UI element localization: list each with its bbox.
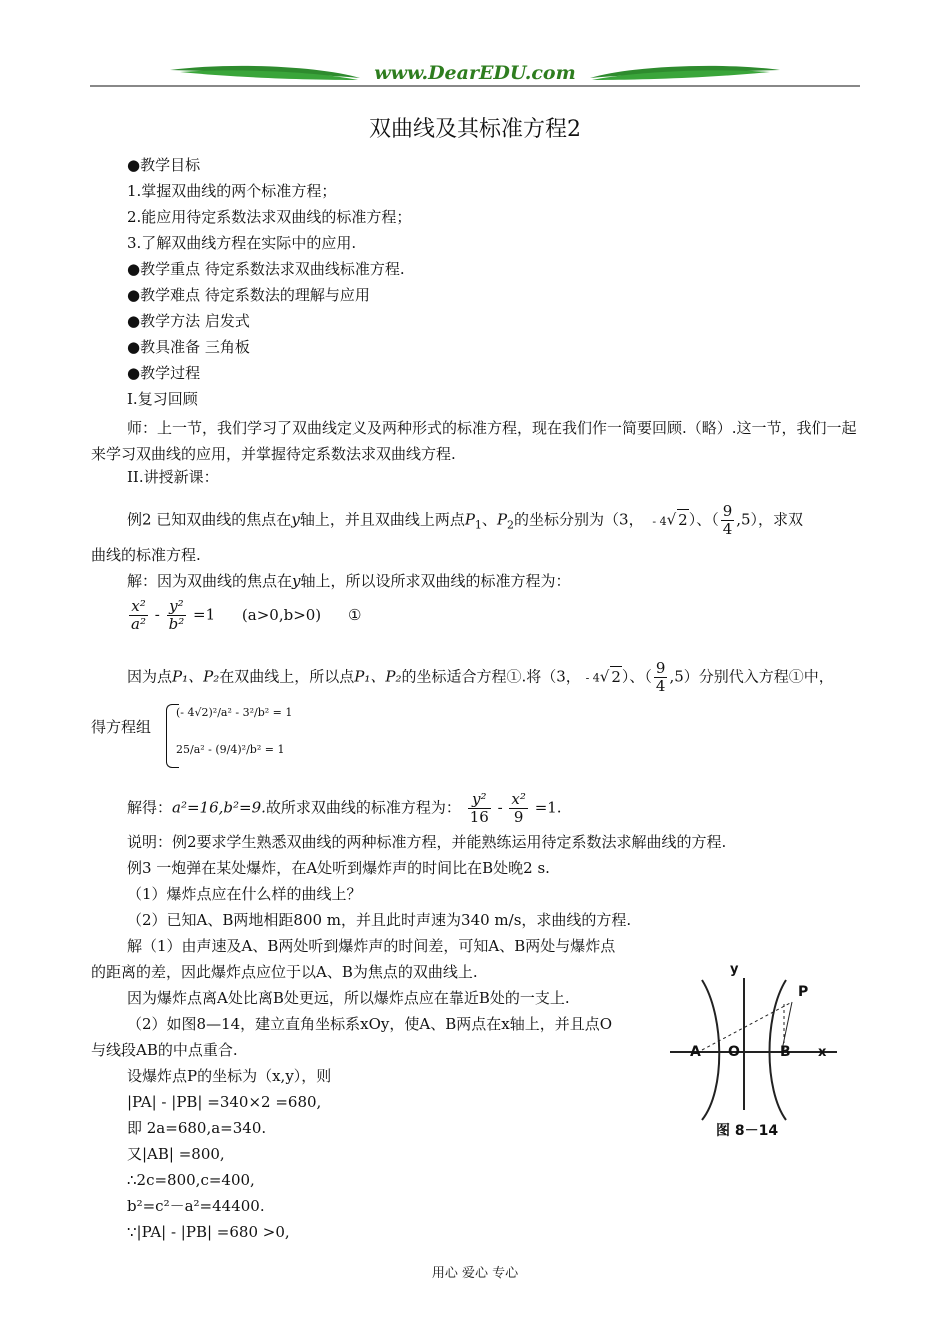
solution-intro: 解：因为双曲线的焦点在y轴上，所以设所求双曲线的标准方程为： [127,572,571,590]
figure-y-label: y [730,962,739,977]
header-logo-text: www.DearEDU.com [374,62,576,84]
equation-a: 即 2a=680,a=340. [127,1119,267,1137]
tools: ●教具准备 三角板 [127,338,250,356]
example-3-sol-1b: 的距离的差，因此爆炸点应位于以A、B为焦点的双曲线上. [91,963,478,981]
example-3-sol-1a: 解（1）由声速及A、B两处听到爆炸声的时间差，可知A、B两处与爆炸点 [127,937,616,955]
equation-pa-pb: |PA| - |PB| =340×2 =680, [127,1093,322,1111]
equation-b2: b²=c²－a²=44400. [127,1197,265,1215]
goal-1: 1.掌握双曲线的两个标准方程； [127,182,337,200]
p-coordinate: 设爆炸点P的坐标为（x,y），则 [127,1067,332,1085]
review-text: 师：上一节，我们学习了双曲线定义及两种形式的标准方程，现在我们作一简要回顾.（略）.这一节，我们一起来学习双曲线的应用，并掌握待定系数法求双曲线方程. [91,419,857,463]
figure-b-label: B [780,1044,791,1060]
example-3-sol-2a: （2）如图8—14，建立直角坐标系xOy，使A、B两点在x轴上，并且点O [127,1015,613,1033]
review-heading: I.复习回顾 [127,390,198,408]
header-banner [90,60,860,90]
goal-heading: ●教学目标 [127,156,201,174]
goal-3: 3.了解双曲线方程在实际中的应用. [127,234,357,252]
example-3-q2: （2）已知A、B两地相距800 m，并且此时声速为340 m/s，求曲线的方程. [127,911,632,929]
page-title: 双曲线及其标准方程2 [369,117,581,142]
note: 说明：例2要求学生熟悉双曲线的两种标准方程，并能熟练运用待定系数法求解曲线的方程. [127,833,727,851]
difficulty: ●教学难点 待定系数法的理解与应用 [127,286,370,304]
system-eq-1: (- 4√2)²/a² - 3²/b² = 1 [176,706,293,719]
method: ●教学方法 启发式 [127,312,250,330]
figure-p-label: P [798,984,809,1000]
figure-caption: 图 8－14 [716,1123,779,1139]
fraction-9-4: $\frac{9}{4}$ [722,502,733,538]
equation-1: $\frac{\text{x²}}{\text{a²}}$ - $\frac{\text{y²}}{\text{b²}}$ =1 (a>0,b>0) ① [131,597,362,633]
example-3-sol-1c: 因为爆炸点离A处比离B处更远，所以爆炸点应在靠近B处的一支上. [127,989,570,1007]
example-2: 例2 已知双曲线的焦点在y轴上，并且双曲线上两点$P_1$、$P_2$的坐标分别为（3， - 4√ 2）、（ $\frac{9}{4}$ ,5），求双 [127,502,804,538]
equation-ab: 又|AB| =800, [127,1145,225,1163]
key-point: ●教学重点 待定系数法求双曲线标准方程. [127,260,405,278]
process: ●教学过程 [127,364,201,382]
example-3-sol-2b: 与线段AB的中点重合. [91,1041,238,1059]
page-footer: 用心 爱心 专心 [431,1266,519,1281]
example-3-q1: （1）爆炸点应在什么样的曲线上？ [127,885,362,903]
new-lesson-heading: II.讲授新课： [127,468,219,486]
example-3: 例3 一炮弹在某处爆炸，在A处听到爆炸声的时间比在B处晚2 s. [127,859,550,877]
goal-2: 2.能应用待定系数法求双曲线的标准方程； [127,208,412,226]
system-label: 得方程组 [91,718,152,736]
example-2-cont: 曲线的标准方程. [91,546,201,564]
figure-x-label: x [818,1045,827,1060]
result: 解得：a²=16,b²=9.故所求双曲线的标准方程为： $\frac{\text{y²}}{16}$ - $\frac{\text{x²}}{9}$ =1. [127,790,562,826]
system-eq-2: 25/a² - (9/4)²/b² = 1 [176,743,285,756]
figure-a-label: A [690,1044,701,1060]
equation-positive: ∵|PA| - |PB| =680 >0, [127,1223,290,1241]
figure-8-14 [662,960,844,1146]
equation-c: ∴2c=800,c=400, [127,1171,255,1189]
figure-o-label: O [728,1044,740,1060]
points-substitution: 因为点P₁、P₂在双曲线上，所以点P₁、P₂的坐标适合方程①.将（3， - 4√ 2）、（ $\frac{9}{4}$ ,5）分别代入方程①中， [127,659,834,695]
